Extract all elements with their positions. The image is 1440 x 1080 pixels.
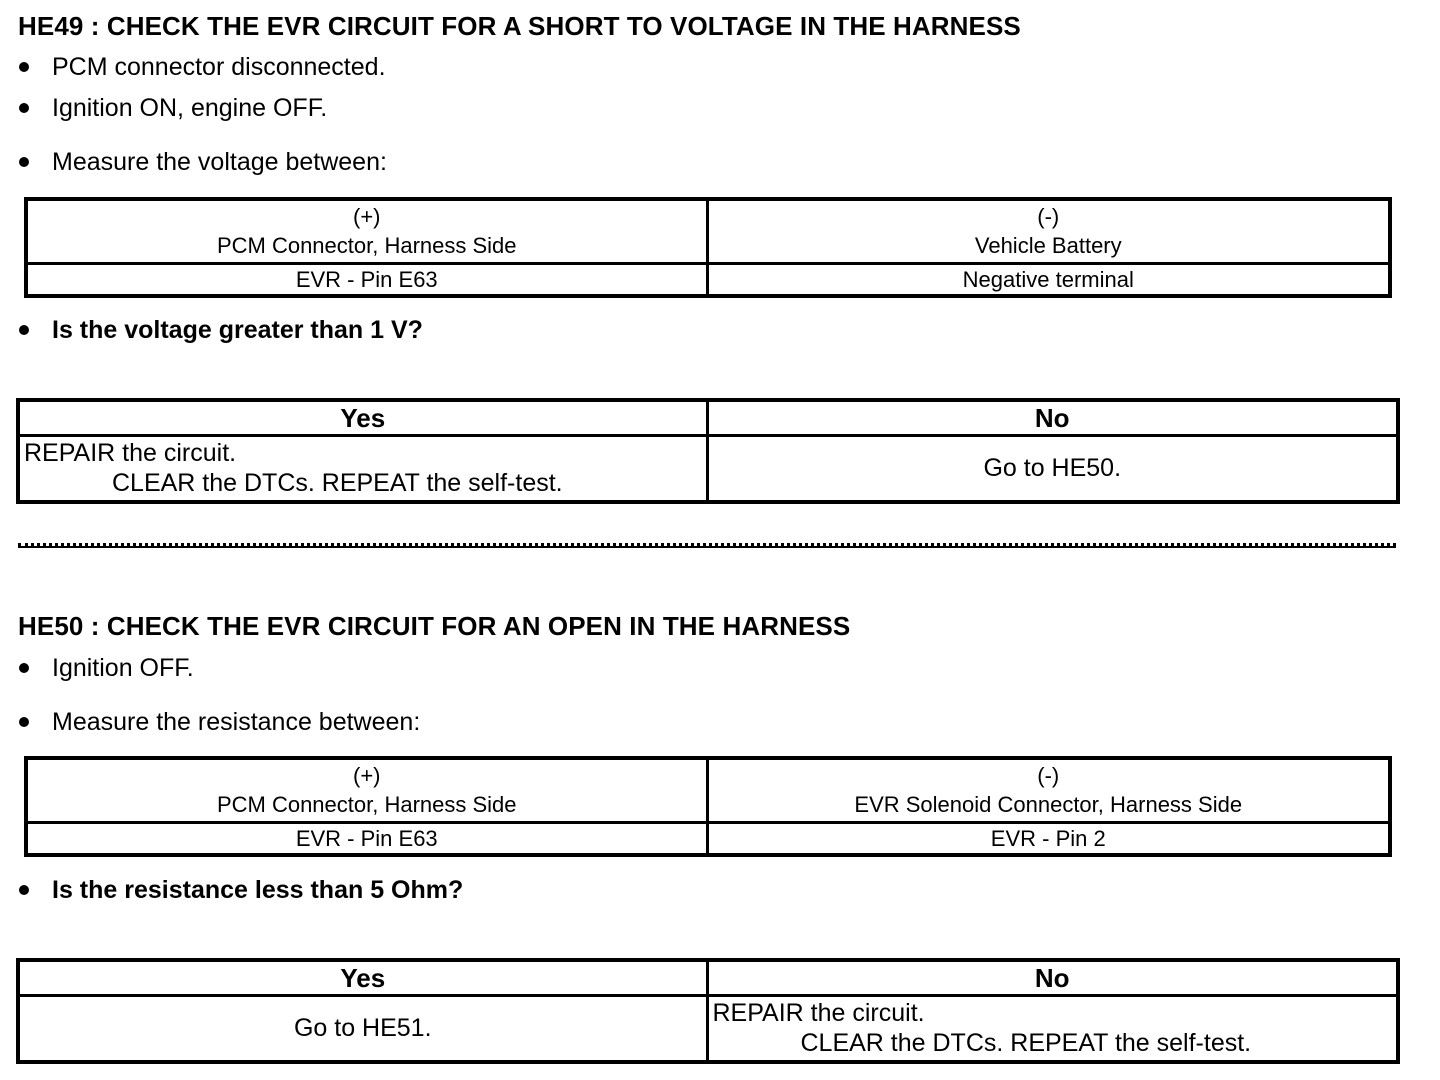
table-header-label: PCM Connector, Harness Side — [216, 232, 517, 258]
no-cell — [707, 996, 1398, 1062]
yes-cell: Go to HE51. — [18, 996, 707, 1062]
table-row — [26, 822, 1390, 855]
he49-step-text: PCM connector disconnected. — [52, 53, 386, 81]
he50-question: Is the resistance less than 5 Ohm? — [52, 876, 464, 904]
table-row — [18, 960, 1398, 996]
negative-symbol: (-) — [1037, 762, 1060, 788]
yes-header: Yes — [18, 400, 707, 436]
table-cell: EVR - Pin 2 — [707, 822, 1390, 855]
list-item — [18, 146, 387, 178]
table-header-cell — [707, 199, 1390, 263]
no-header: No — [707, 400, 1398, 436]
he50-result-table — [16, 958, 1400, 1064]
no-header: No — [707, 960, 1398, 996]
bullet-icon — [19, 103, 29, 113]
table-row — [18, 996, 1398, 1062]
bullet-icon — [19, 325, 29, 335]
he49-heading: HE49 : CHECK THE EVR CIRCUIT FOR A SHORT TO VOLTAGE IN THE HARNESS — [18, 11, 1021, 41]
section-divider — [18, 546, 1396, 548]
negative-symbol: (-) — [1037, 203, 1060, 229]
positive-symbol: (+) — [353, 203, 381, 229]
no-line-2: CLEAR the DTCs. REPEAT the self-test. — [800, 1029, 1252, 1058]
table-row — [26, 758, 1390, 822]
list-item — [18, 314, 423, 346]
he49-measure-table — [24, 197, 1392, 298]
list-item — [18, 92, 327, 124]
table-header-cell — [26, 758, 707, 822]
he50-step-text: Measure the resistance between: — [52, 708, 421, 736]
positive-symbol: (+) — [353, 762, 381, 788]
he50-step-text: Ignition OFF. — [52, 654, 194, 682]
yes-line-1: REPAIR the circuit. — [24, 439, 237, 468]
table-row — [18, 436, 1398, 502]
list-item — [18, 652, 194, 684]
table-header-label: EVR Solenoid Connector, Harness Side — [854, 791, 1243, 817]
table-cell: Negative terminal — [707, 263, 1390, 296]
no-cell: Go to HE50. — [707, 436, 1398, 502]
list-item — [18, 874, 463, 906]
bullet-icon — [19, 62, 29, 72]
list-item — [18, 706, 420, 738]
yes-line-2: CLEAR the DTCs. REPEAT the self-test. — [112, 469, 563, 498]
bullet-icon — [19, 663, 29, 673]
table-row — [26, 199, 1390, 263]
he49-result-table — [16, 398, 1400, 504]
bullet-icon — [19, 717, 29, 727]
table-header-cell — [26, 199, 707, 263]
yes-cell — [18, 436, 707, 502]
bullet-icon — [19, 885, 29, 895]
he50-heading: HE50 : CHECK THE EVR CIRCUIT FOR AN OPEN IN THE HARNESS — [18, 611, 851, 641]
he50-measure-table — [24, 756, 1392, 857]
table-header-label: PCM Connector, Harness Side — [216, 791, 517, 817]
bullet-icon — [19, 157, 29, 167]
list-item — [18, 51, 386, 83]
table-row — [26, 263, 1390, 296]
no-line-1: REPAIR the circuit. — [712, 999, 925, 1028]
table-header-label: Vehicle Battery — [974, 232, 1122, 258]
table-cell: EVR - Pin E63 — [26, 822, 707, 855]
he49-step-text: Measure the voltage between: — [52, 148, 387, 176]
table-header-cell — [707, 758, 1390, 822]
yes-header: Yes — [18, 960, 707, 996]
he49-step-text: Ignition ON, engine OFF. — [52, 94, 328, 122]
he49-question: Is the voltage greater than 1 V? — [52, 316, 423, 344]
table-row — [18, 400, 1398, 436]
table-cell: EVR - Pin E63 — [26, 263, 707, 296]
